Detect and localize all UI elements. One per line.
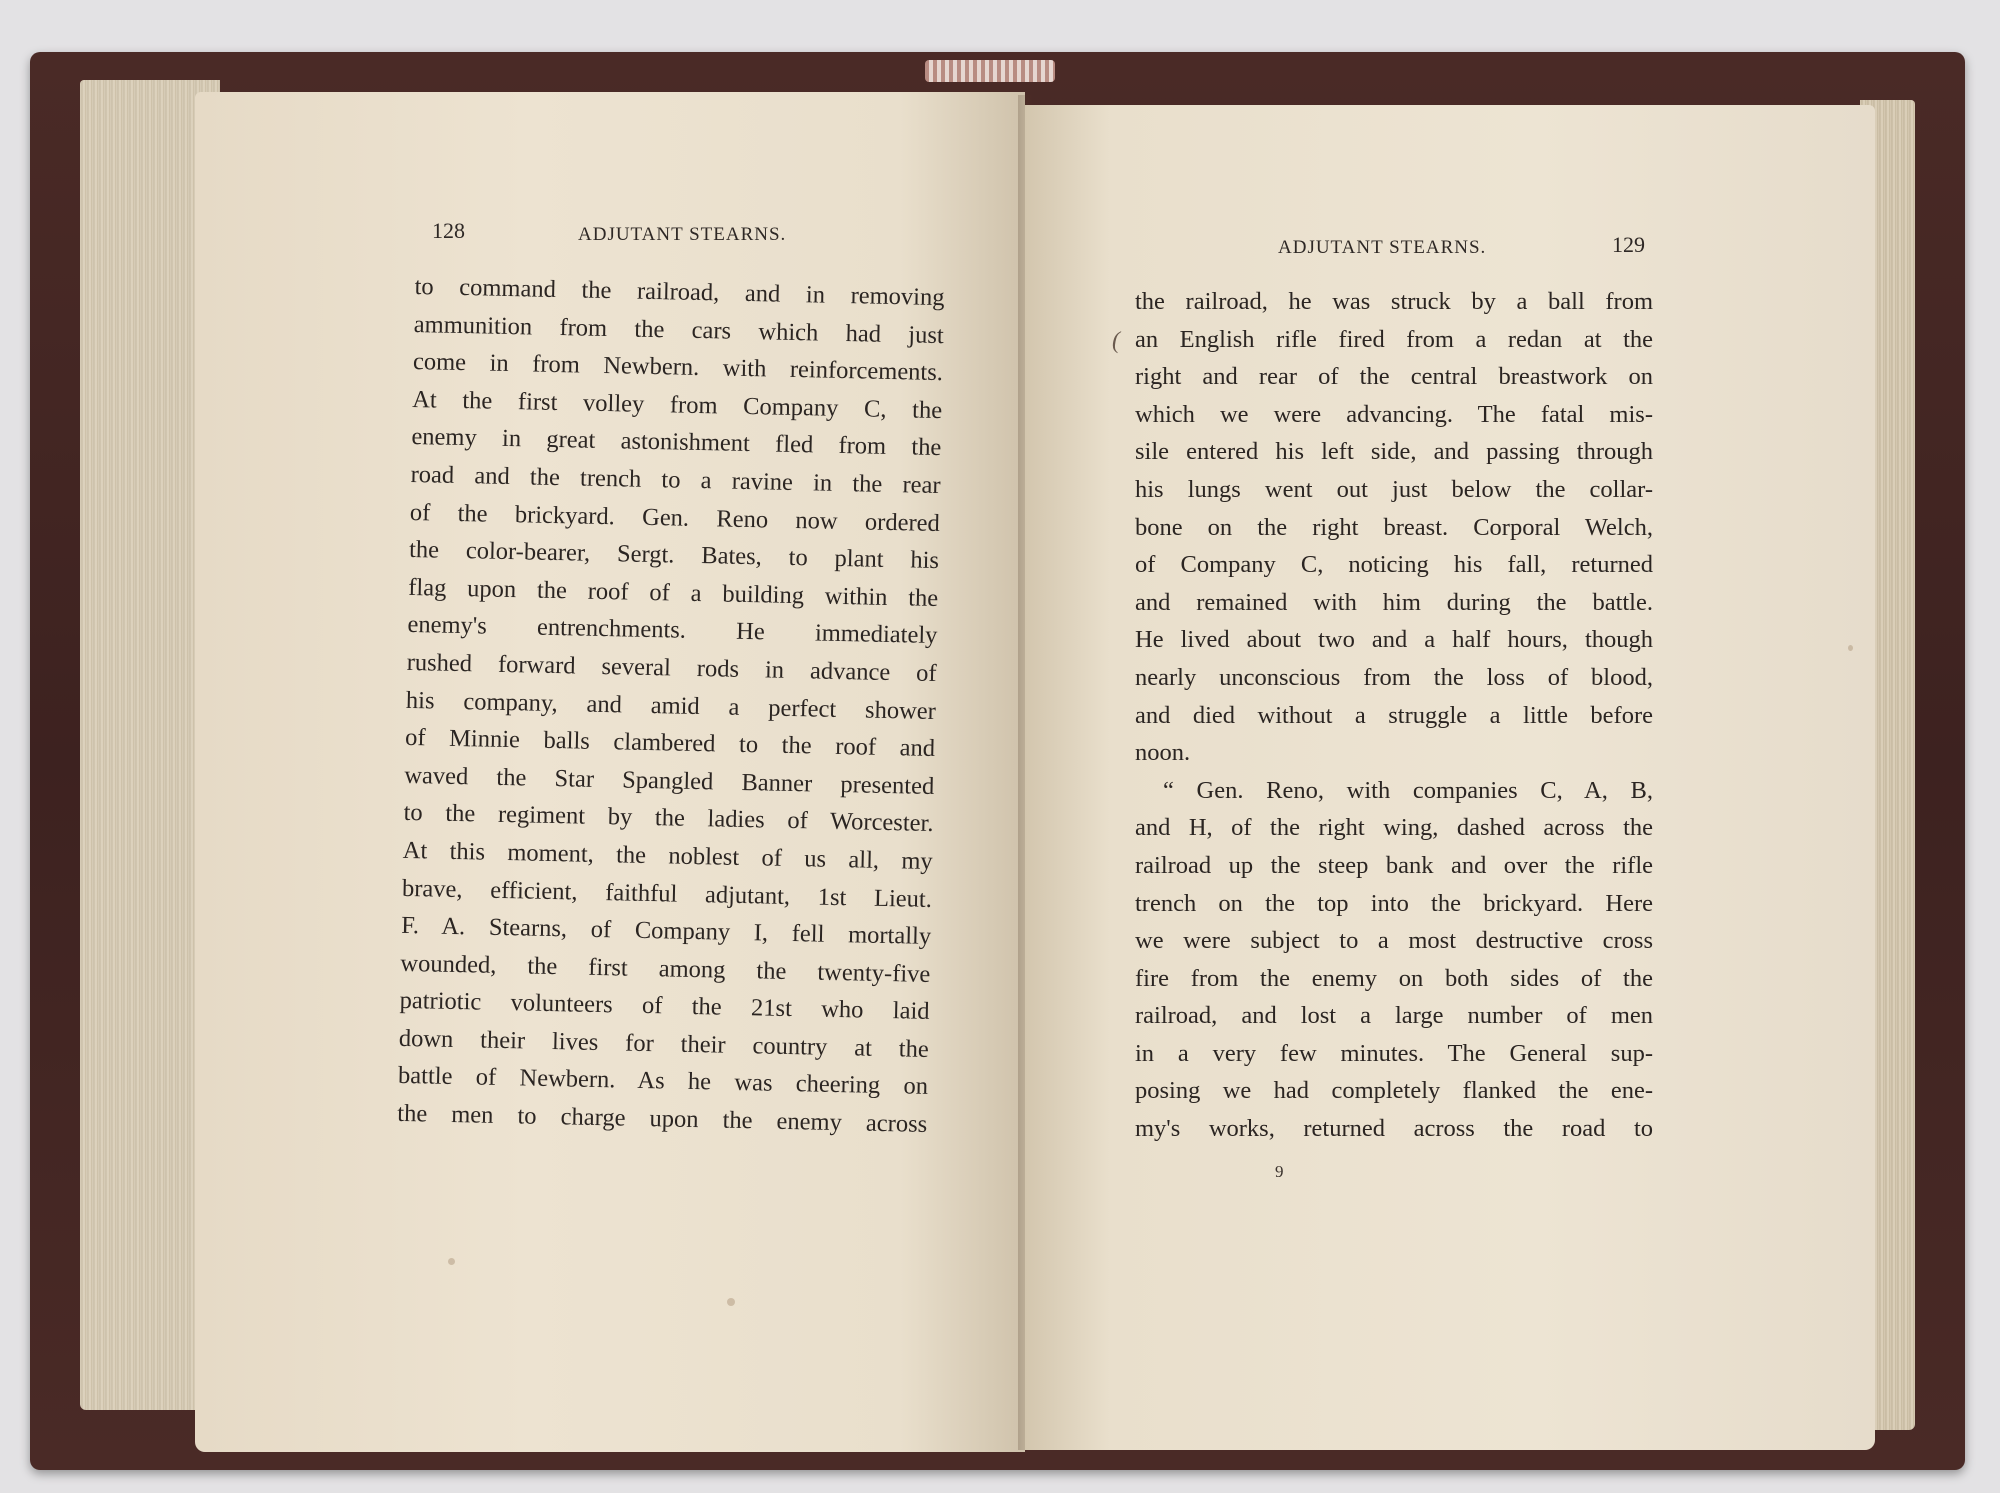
text-line: which we were advancing. The fatal mis-: [1135, 400, 1653, 428]
headband: [925, 60, 1055, 82]
text-line: waved the Star Spangled Banner presented: [404, 761, 935, 800]
text-line: railroad, and lost a large number of men: [1135, 1002, 1653, 1030]
text-line: He lived about two and a half hours, though: [1135, 626, 1653, 654]
text-line: wounded, the first among the twenty-five: [400, 949, 931, 988]
text-line: rushed forward several rods in advance of: [406, 648, 937, 687]
text-line: bone on the right breast. Corporal Welch,: [1135, 513, 1653, 541]
text-line: my's works, returned across the road to: [1135, 1115, 1653, 1143]
text-line: an English rifle fired from a redan at the: [1135, 325, 1653, 353]
margin-mark: (: [1112, 328, 1120, 354]
foxing-spot: [727, 1298, 735, 1306]
text-line: the railroad, he was struck by a ball from: [1135, 288, 1653, 315]
left-running-head: ADJUTANT STEARNS.: [578, 224, 787, 245]
text-line: to command the railroad, and in removing: [414, 272, 945, 312]
text-line: “ Gen. Reno, with companies C, A, B,: [1163, 776, 1653, 804]
text-line: trench on the top into the brickyard. Here: [1135, 889, 1653, 917]
text-line: and H, of the right wing, dashed across the: [1135, 814, 1653, 842]
text-line: enemy in great astonishment fled from the: [411, 423, 942, 462]
text-line: down their lives for their country at the: [398, 1024, 930, 1063]
text-line: of the brickyard. Gen. Reno now ordered: [409, 498, 941, 537]
left-body-text: [397, 268, 945, 1144]
text-line: his company, and amid a perfect shower: [405, 686, 937, 725]
text-line: and remained with him during the battle.: [1135, 588, 1653, 616]
text-line: railroad up the steep bank and over the rifle: [1135, 851, 1653, 879]
text-line: ammunition from the cars which had just: [413, 310, 944, 349]
right-page-number: 129: [1612, 232, 1645, 257]
text-line: posing we had completely flanked the ene-: [1135, 1077, 1653, 1105]
text-line: come in from Newbern. with reinforcements.: [412, 348, 944, 387]
text-line: At this moment, the noblest of us all, my: [402, 836, 933, 875]
text-line: of Minnie balls clambered to the roof and: [404, 724, 936, 763]
text-line: noon.: [1135, 739, 1191, 767]
text-line: nearly unconscious from the loss of blood,: [1135, 663, 1653, 691]
left-page-number: 128: [432, 218, 465, 243]
foxing-spot: [448, 1258, 455, 1265]
text-line: the men to charge upon the enemy across: [397, 1099, 928, 1138]
text-line: fire from the enemy on both sides of the: [1135, 964, 1653, 992]
right-body-text: [1135, 283, 1653, 1148]
text-line: F. A. Stearns, of Company I, fell mortally: [400, 911, 932, 951]
text-line: the color-bearer, Sergt. Bates, to plant his: [408, 536, 940, 575]
text-line: we were subject to a most destructive cross: [1135, 927, 1653, 955]
text-line: his lungs went out just below the collar-: [1135, 475, 1653, 503]
signature-mark: 9: [1275, 1162, 1284, 1181]
text-line: enemy's entrenchments. He immediately: [407, 611, 938, 650]
text-line: At the first volley from Company C, the: [411, 385, 943, 424]
text-line: patriotic volunteers of the 21st who laid: [399, 987, 930, 1026]
text-line: sile entered his left side, and passing through: [1135, 438, 1653, 466]
text-line: road and the trench to a ravine in the rear: [410, 460, 941, 500]
text-line: battle of Newbern. As he was cheering on: [397, 1062, 929, 1101]
text-line: in a very few minutes. The General sup-: [1135, 1039, 1653, 1067]
text-line: right and rear of the central breastwork on: [1135, 363, 1653, 391]
text-line: to the regiment by the ladies of Worcester.: [403, 799, 934, 838]
text-line: brave, efficient, faithful adjutant, 1st Lieut.: [401, 874, 933, 913]
text-line: flag upon the roof of a building within the: [408, 573, 939, 612]
text-line: of Company C, noticing his fall, returned: [1135, 551, 1653, 579]
text-line: and died without a struggle a little before: [1135, 701, 1653, 729]
right-running-head: ADJUTANT STEARNS.: [1278, 237, 1487, 258]
foxing-spot: [1848, 645, 1853, 651]
